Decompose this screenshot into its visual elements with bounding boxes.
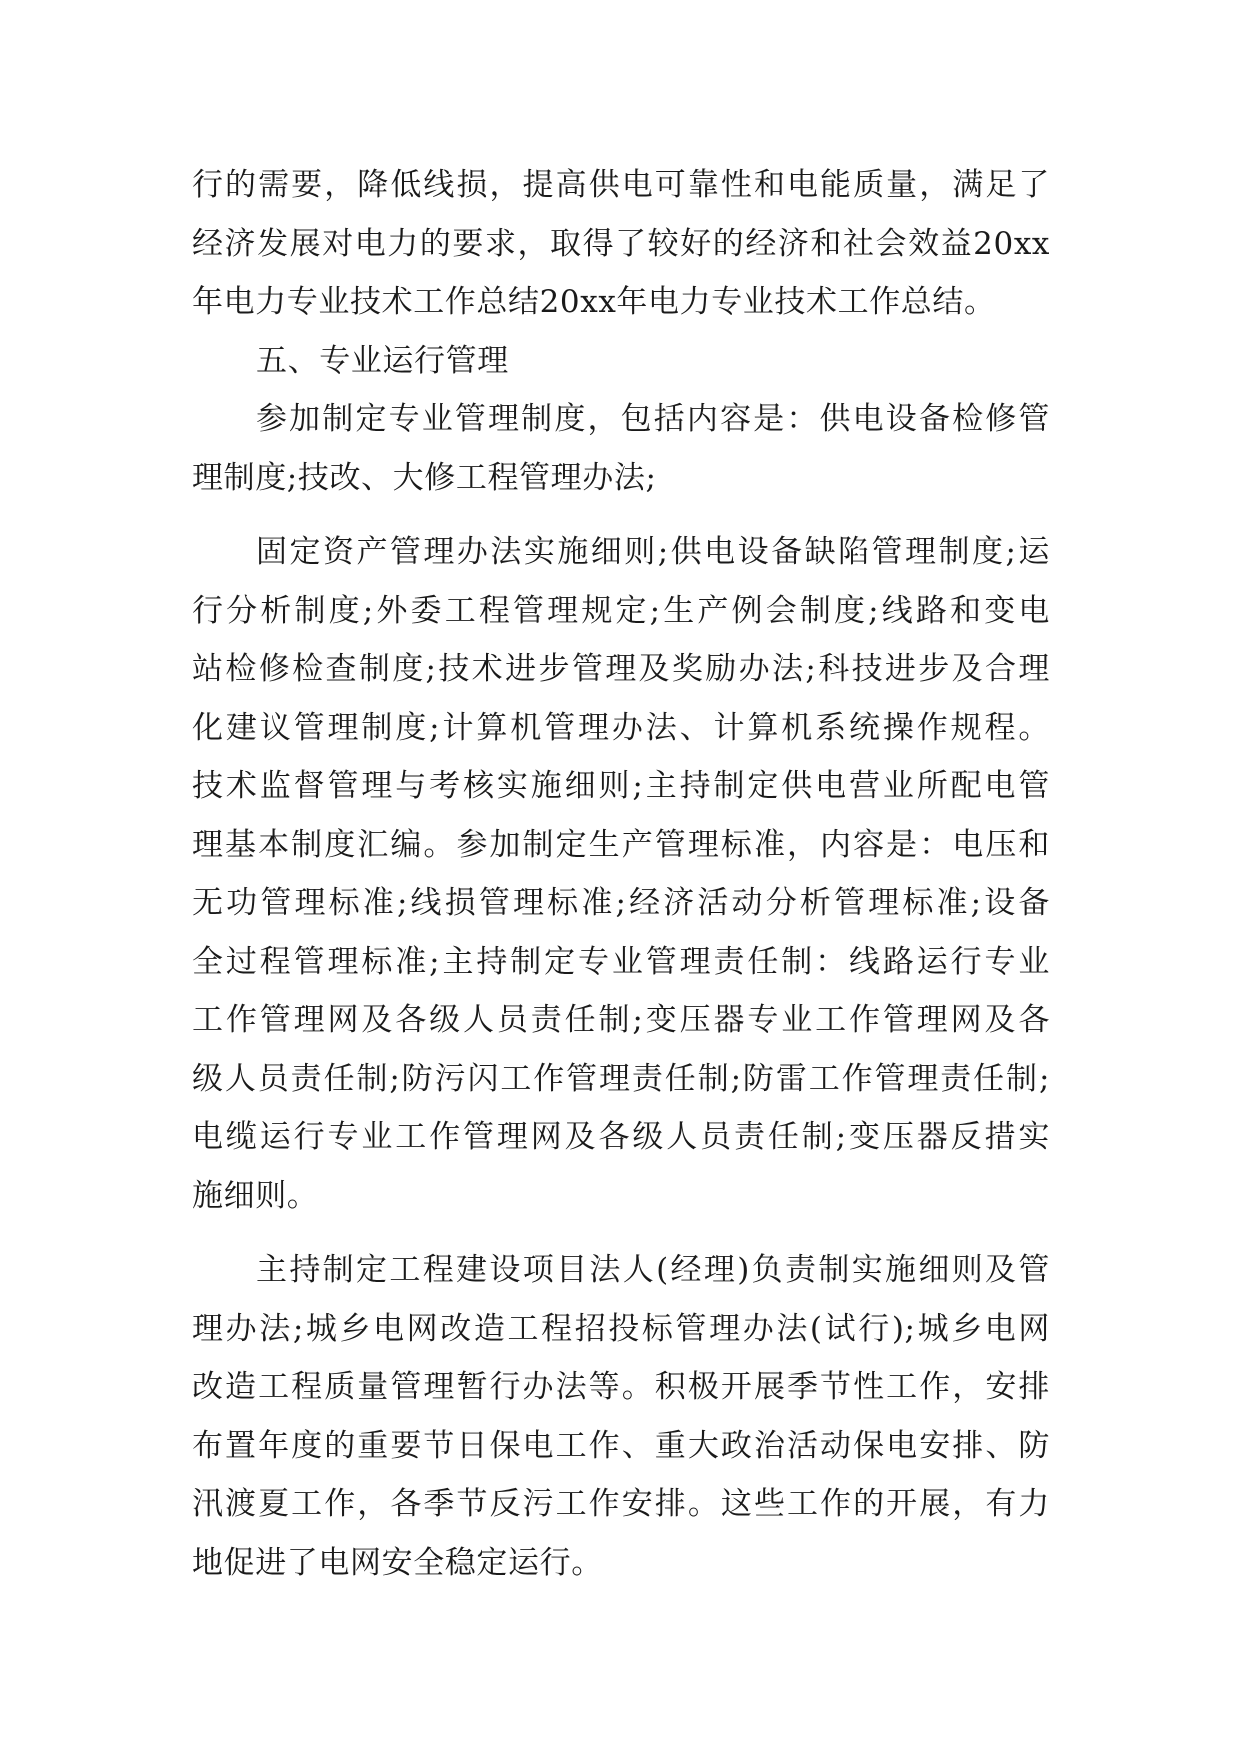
body-text (192, 156, 1050, 1592)
text-line: 参加制定专业管理制度，包括内容是：供电设备检修管 (256, 401, 1050, 437)
text-line: 化建议管理制度;计算机管理办法、计算机系统操作规程。 (192, 709, 1050, 746)
text-line: 地促进了电网安全稳定运行。 (192, 1544, 603, 1581)
section-heading: 五、专业运行管理 (256, 342, 509, 379)
text-line: 工作管理网及各级人员责任制;变压器专业工作管理网及各 (192, 1002, 1050, 1038)
text-line: 技术监督管理与考核实施细则;主持制定供电营业所配电管 (192, 768, 1050, 804)
text-line: 固定资产管理办法实施细则;供电设备缺陷管理制度;运 (256, 534, 1050, 570)
text-line: 理基本制度汇编。参加制定生产管理标准，内容是：电压和 (192, 826, 1050, 863)
text-line: 理制度;技改、大修工程管理办法; (192, 459, 657, 496)
text-line: 改造工程质量管理暂行办法等。积极开展季节性工作，安排 (192, 1369, 1050, 1405)
text-line: 站检修检查制度;技术进步管理及奖励办法;科技进步及合理 (192, 651, 1050, 687)
text-line: 经济发展对电力的要求，取得了较好的经济和社会效益20xx (192, 225, 1050, 262)
text-line: 主持制定工程建设项目法人(经理)负责制实施细则及管 (256, 1252, 1050, 1288)
text-line: 施细则。 (192, 1177, 319, 1214)
text-line: 行的需要，降低线损，提高供电可靠性和电能质量，满足了 (192, 167, 1050, 203)
text-line: 布置年度的重要节日保电工作、重大政治活动保电安排、防 (192, 1427, 1050, 1464)
text-line: 无功管理标准;线损管理标准;经济活动分析管理标准;设备 (192, 885, 1050, 921)
text-line: 年电力专业技术工作总结20xx年电力专业技术工作总结。 (192, 284, 996, 320)
text-line: 级人员责任制;防污闪工作管理责任制;防雷工作管理责任制; (192, 1060, 1050, 1097)
text-line: 行分析制度;外委工程管理规定;生产例会制度;线路和变电 (192, 592, 1050, 629)
text-line: 汛渡夏工作，各季节反污工作安排。这些工作的开展，有力 (192, 1486, 1050, 1522)
text-line: 全过程管理标准;主持制定专业管理责任制：线路运行专业 (192, 943, 1050, 980)
text-line: 电缆运行专业工作管理网及各级人员责任制;变压器反措实 (192, 1119, 1050, 1155)
text-line: 理办法;城乡电网改造工程招投标管理办法(试行);城乡电网 (192, 1310, 1050, 1347)
